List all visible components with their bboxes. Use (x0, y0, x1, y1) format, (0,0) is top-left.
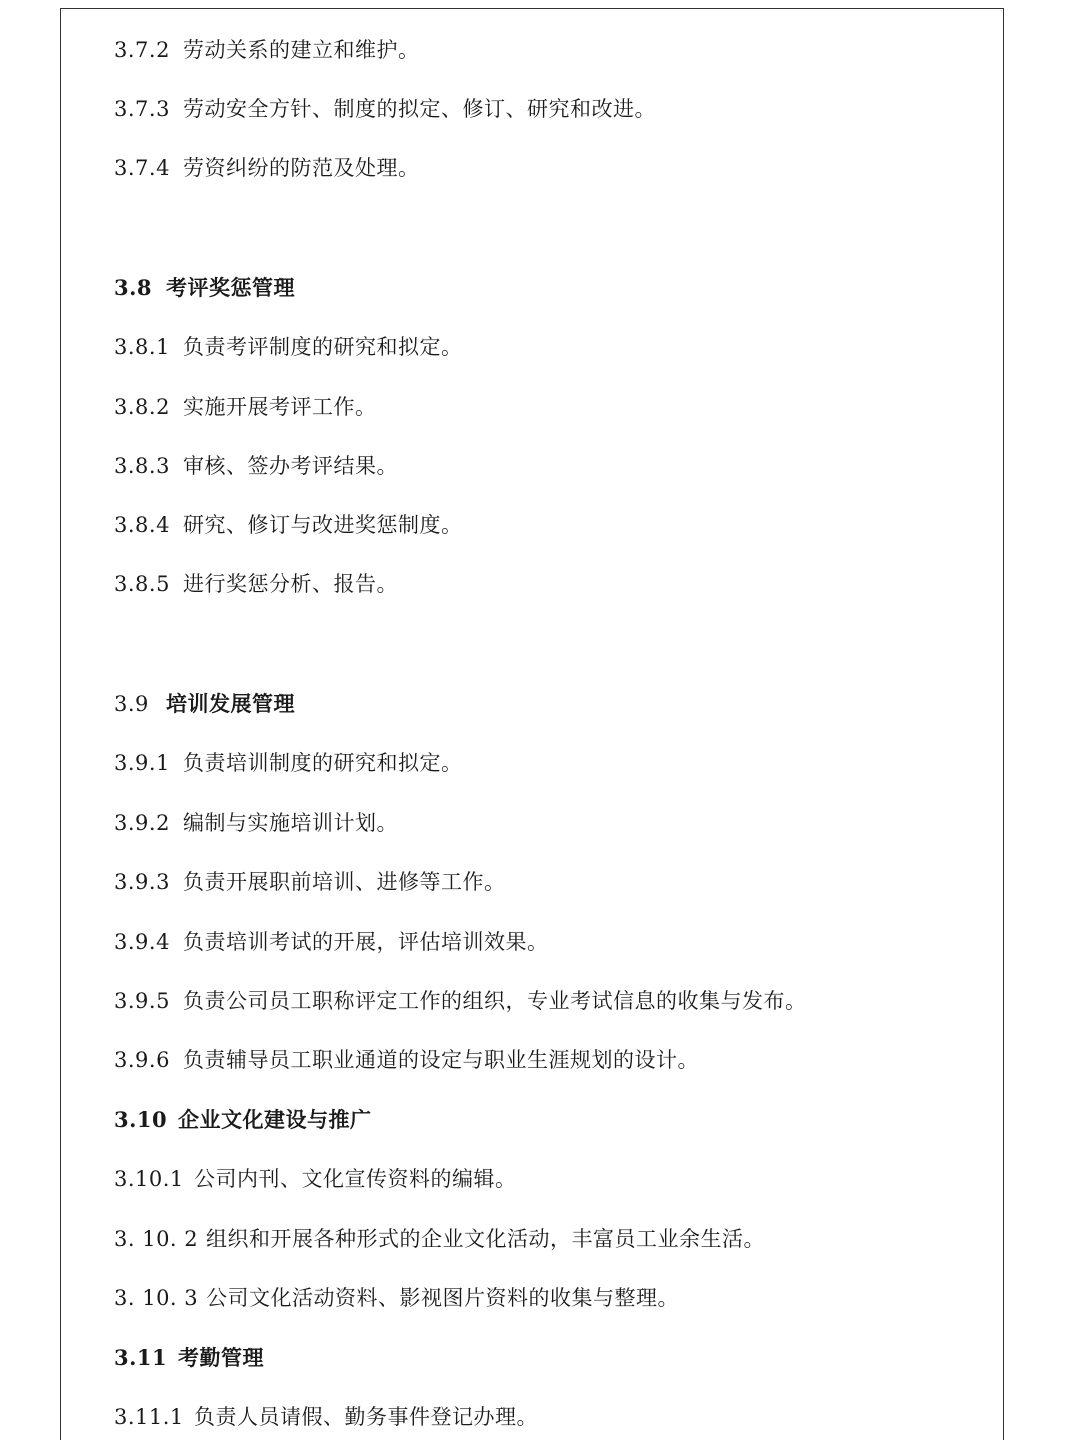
section-title: 培训发展管理 (166, 691, 295, 716)
section-heading-3-10 (114, 1106, 372, 1134)
item-number: 3.8.5 (114, 572, 170, 596)
item-3-7-3 (114, 95, 656, 123)
item-3-10-3 (114, 1284, 679, 1312)
item-text: 负责辅导员工职业通道的设定与职业生涯规划的设计。 (183, 1048, 699, 1072)
item-number: 3.8.3 (114, 454, 170, 478)
item-number: 3.9.1 (114, 751, 170, 775)
item-text: 负责培训制度的研究和拟定。 (183, 751, 463, 775)
item-3-8-2 (114, 393, 377, 421)
item-text: 研究、修订与改进奖惩制度。 (183, 513, 463, 537)
item-text: 劳资纠纷的防范及处理。 (183, 156, 420, 180)
item-number: 3.9.3 (114, 870, 170, 894)
item-number: 3.7.4 (114, 156, 170, 180)
item-number: 3.8.4 (114, 513, 170, 537)
item-3-9-1 (114, 749, 463, 777)
item-number: 3.8.1 (114, 335, 170, 359)
item-text: 负责人员请假、勤务事件登记办理。 (194, 1405, 538, 1429)
item-text: 劳动关系的建立和维护。 (183, 38, 420, 62)
item-text: 劳动安全方针、制度的拟定、修订、研究和改进。 (183, 97, 656, 121)
item-3-8-3 (114, 452, 398, 480)
item-3-9-2 (114, 809, 398, 837)
section-number: 3.8 (114, 275, 153, 300)
item-text: 公司文化活动资料、影视图片资料的收集与整理。 (206, 1286, 679, 1310)
item-3-8-5 (114, 570, 398, 598)
section-title: 考勤管理 (178, 1345, 264, 1370)
item-number: 3.10.1 (114, 1167, 184, 1191)
item-text: 负责公司员工职称评定工作的组织，专业考试信息的收集与发布。 (183, 989, 807, 1013)
item-number: 3. 10. 3 (114, 1286, 199, 1310)
item-3-10-2 (114, 1225, 765, 1253)
item-number: 3.9.4 (114, 930, 170, 954)
item-3-8-1 (114, 333, 463, 361)
item-number: 3.9.5 (114, 989, 170, 1013)
section-heading-3-8 (114, 274, 295, 302)
item-number: 3.11.1 (114, 1405, 184, 1429)
item-number: 3. 10. 2 (114, 1227, 199, 1251)
item-number: 3.7.2 (114, 38, 170, 62)
item-3-9-5 (114, 987, 807, 1015)
section-title: 企业文化建设与推广 (178, 1107, 372, 1132)
item-text: 负责开展职前培训、进修等工作。 (183, 870, 506, 894)
section-title: 考评奖惩管理 (166, 275, 295, 300)
item-3-11-1 (114, 1403, 538, 1431)
item-text: 负责考评制度的研究和拟定。 (183, 335, 463, 359)
section-heading-3-11 (114, 1344, 264, 1372)
item-number: 3.8.2 (114, 395, 170, 419)
item-3-7-2 (114, 36, 420, 64)
section-number: 3.11 (114, 1345, 168, 1370)
item-text: 审核、签办考评结果。 (183, 454, 398, 478)
item-3-7-4 (114, 154, 420, 182)
item-text: 编制与实施培训计划。 (183, 811, 398, 835)
item-text: 负责培训考试的开展，评估培训效果。 (183, 930, 549, 954)
item-text: 实施开展考评工作。 (183, 395, 377, 419)
item-number: 3.9.2 (114, 811, 170, 835)
item-number: 3.9.6 (114, 1048, 170, 1072)
item-3-9-4 (114, 928, 549, 956)
item-number: 3.7.3 (114, 97, 170, 121)
item-3-9-6 (114, 1046, 699, 1074)
item-3-8-4 (114, 511, 463, 539)
section-heading-3-9 (114, 690, 295, 718)
section-number: 3.9 (114, 692, 149, 716)
item-3-9-3 (114, 868, 506, 896)
section-number: 3.10 (114, 1107, 168, 1132)
item-3-10-1 (114, 1165, 517, 1193)
item-text: 进行奖惩分析、报告。 (183, 572, 398, 596)
item-text: 组织和开展各种形式的企业文化活动，丰富员工业余生活。 (206, 1227, 765, 1251)
item-text: 公司内刊、文化宣传资料的编辑。 (194, 1167, 517, 1191)
